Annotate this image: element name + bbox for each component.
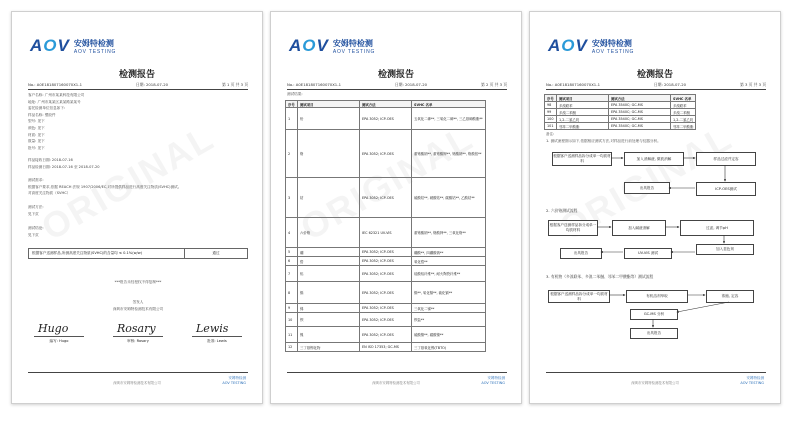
cell-method: EPA 3052; ICP-OES <box>360 257 412 266</box>
flow2-step4: 加入显色剂 <box>696 244 754 255</box>
logo-cn: 安姆特检测 <box>73 38 114 48</box>
cell-method: EPA 3052; ICP-OES <box>360 248 412 257</box>
report-number: No.: A0E181807160070X1-1 <box>546 82 600 87</box>
footer-divider <box>546 372 766 373</box>
page-number: 第 3 页 共 3 页 <box>739 82 766 87</box>
page-number: 第 1 页 共 3 页 <box>221 82 248 87</box>
flow3-step2: 有机溶剂萃取 <box>626 290 688 303</box>
table-row <box>286 130 486 178</box>
cell-method: EPA 3052; ICP-OES <box>360 282 412 304</box>
cell-no: 4 <box>286 218 298 248</box>
cell-list: 多溴二苯醚 <box>671 109 696 116</box>
report-page-1 <box>11 11 263 404</box>
cell-list: 重铬酸钠**, 重铬酸钾**, 铬酸钠**, 铬酸铵** <box>412 130 486 178</box>
cell-method: EPA 3052; ICP-OES <box>360 304 412 313</box>
cell-list: 硫酸钴**, 硝酸钴**, 碳酸钴**, 乙酸钴** <box>412 178 486 218</box>
results-heading: 测试结果: <box>287 92 303 96</box>
cell-list: 三氧化二锑** <box>412 304 486 313</box>
report-number: No.: A0E181807160070X1-1 <box>287 82 341 87</box>
report-date: 日期: 2018-07-20 <box>135 82 169 87</box>
divider <box>287 89 507 90</box>
flow1-step1: 根据客户送测样品拆分成单一均质材料 <box>552 152 612 166</box>
cell-no: 98 <box>545 102 557 109</box>
footer-divider <box>28 372 248 373</box>
cell-list: 多溴联苯 <box>671 102 696 109</box>
cell-no: 8 <box>286 282 298 304</box>
cell-no: 10 <box>286 313 298 327</box>
cell-list: 1,2-二氯乙烷 <box>671 116 696 123</box>
results-table <box>285 100 486 352</box>
flow2-step3: 过滤, 调节pH <box>680 220 754 236</box>
cell-item: 镉 <box>298 282 360 304</box>
cell-method: EPA 3052; ICP-OES <box>360 108 412 130</box>
notes: 备注: 1. 测试流程图示如下,依据相应测试方法,对样品进行前处理与仪器分析。 <box>546 132 661 143</box>
footer-company: 深圳市安姆特检测技术有限公司 <box>631 381 679 385</box>
cell-list: 硫酸镍**, 碳酸镍** <box>412 327 486 343</box>
cell-no: 101 <box>545 123 557 130</box>
date-info: 样品接收日期: 2018-07-16 样品检测日期: 2018-07-16 至 2018-07-20 <box>28 158 100 169</box>
flow3-step5: 出具报告 <box>630 328 678 339</box>
cell-method: EPA 3540C; GC-MS <box>609 116 671 123</box>
result-item: 根据客户送测样品,所测高度关注物质(SVHC)的含量均 ≤ 0.1%(w/w) <box>29 249 185 258</box>
report-number: No.: A0E181807160070X1-1 <box>28 82 82 87</box>
report-meta <box>287 82 507 88</box>
flow2-step2: 加入碱液消解 <box>612 220 666 236</box>
cell-list: 氧化锆** <box>412 257 486 266</box>
table-row <box>286 257 486 266</box>
logo-mark: AOV <box>30 36 70 55</box>
cell-no: 99 <box>545 109 557 116</box>
aov-logo: AOV 安姆特检测 AOV TESTING <box>548 36 635 55</box>
divider <box>28 89 248 90</box>
page-title: 检测报告 <box>377 70 414 80</box>
signature-prepared: Hugo 编写: Hugo <box>28 322 90 348</box>
cell-no: 1 <box>286 108 298 130</box>
cell-method: EPA 3052; ICP-OES <box>360 313 412 327</box>
test-request: 测试需求: 根据客户要求,依据 REACH 法规 1907/2006/EC,对所提供样品进行高度关注物质(SVHC)测试。 对高度关注物质（SVHC） <box>28 178 182 196</box>
cell-item: 钴 <box>298 178 360 218</box>
cell-method: EPA 3052; ICP-OES <box>360 130 412 178</box>
page-title: 检测报告 <box>118 70 155 80</box>
cell-no: 11 <box>286 327 298 343</box>
end-note: ***报告未经授权不得复制*** <box>114 280 162 284</box>
flow1-step3: 样品过滤并定容 <box>696 152 756 166</box>
cell-method: EPA 3052; ICP-OES <box>360 266 412 282</box>
cell-item: 铝 <box>298 266 360 282</box>
report-page-3 <box>529 11 781 404</box>
cell-item: 六价铬 <box>298 218 360 248</box>
page-title: 检测报告 <box>636 70 673 80</box>
flow3-step4: GC-MS 分析 <box>630 309 678 320</box>
flow2-step5: UV-VIS 测试 <box>624 248 672 259</box>
cell-list: 重铬酸钠**, 铬酸钾**, 三氧化铬** <box>412 218 486 248</box>
cell-item: 多溴二苯醚 <box>557 109 609 116</box>
flow1-step4: ICP-OES测试 <box>696 182 756 196</box>
table-header: 序号 测试项目 测试方法 SVHC 名单 <box>286 101 486 108</box>
section-2-heading: 2. 六价铬测试流程 <box>546 208 578 213</box>
table-row <box>286 313 486 327</box>
cell-item: 铬 <box>298 130 360 178</box>
result-verdict: 通过 <box>212 251 220 255</box>
cell-no: 6 <box>286 257 298 266</box>
flow2-step1: 根据客户送测样品拆分成单一均质材料 <box>548 220 598 236</box>
result-table <box>28 248 248 259</box>
flow3-step3: 浓缩, 定容 <box>706 290 754 303</box>
flow1-step5: 出具报告 <box>624 182 670 194</box>
table-row <box>286 282 486 304</box>
cell-method: EPA 3540C; GC-MS <box>609 109 671 116</box>
signature-reviewed: Rosary 审核: Rosary <box>107 322 169 348</box>
cell-list: 邻苯二甲酸酯 <box>671 123 696 130</box>
table-row <box>286 218 486 248</box>
cell-list: 硅酸铝纤维**, 耐火陶瓷纤维** <box>412 266 486 282</box>
footer-company: 深圳市安姆特检测技术有限公司 <box>113 381 161 385</box>
cell-no: 12 <box>286 343 298 352</box>
section-3-heading: 3. 有机物（多溴联苯、多溴二苯醚、邻苯二甲酸酯等）测试流程 <box>546 274 654 279</box>
footer-logo: 安姆特检测 AOV TESTING <box>740 376 764 385</box>
cell-no: 3 <box>286 178 298 218</box>
cell-item: 锑 <box>298 304 360 313</box>
cell-no: 9 <box>286 304 298 313</box>
report-meta <box>28 82 248 88</box>
table-row <box>286 108 486 130</box>
report-page-2 <box>270 11 522 404</box>
issuer: 签发人 深圳市安姆特检测技术有限公司 <box>112 300 164 311</box>
cell-list: 镉**, 氧化镉**, 硫化镉** <box>412 282 486 304</box>
cell-no: 5 <box>286 248 298 257</box>
cell-no: 7 <box>286 266 298 282</box>
flow3-step1: 根据客户送测样品拆分成单一均质材料 <box>548 290 610 303</box>
table-row <box>286 343 486 352</box>
cell-method: EPA 3052; ICP-OES <box>360 327 412 343</box>
table-row <box>286 304 486 313</box>
table-header: 序号 测试项目 测试方法 SVHC 名单 <box>545 95 696 102</box>
signature-row <box>28 322 248 348</box>
cell-item: 1,2-二氯乙烷 <box>557 116 609 123</box>
cell-method: EN ISO 17353; GC-MS <box>360 343 412 352</box>
cell-list: 五氧化二砷**, 三氧化二砷**, 三乙基砷酸酯** <box>412 108 486 130</box>
cell-item: 多溴联苯 <box>557 102 609 109</box>
report-date: 日期: 2018-07-20 <box>394 82 428 87</box>
signature-approved: Lewis 批准: Lewis <box>186 322 248 348</box>
cell-item: 三丁基锡化物 <box>298 343 360 352</box>
table-row <box>286 266 486 282</box>
flow2-step6: 出具报告 <box>560 248 602 259</box>
flow-arrows <box>530 12 780 403</box>
cell-item: 镍 <box>298 327 360 343</box>
table-row <box>286 327 486 343</box>
client-info: 客户名称: 广州市某某科技有限公司 地址: 广州市某某区某某路某某号 委托检测单位信息如下: 样品名称: 塑胶件 型号: 见下 颜色: 见下 材质: 见下 数量: 见下 批号: 见下 <box>28 93 85 150</box>
cell-item: 钡 <box>298 313 360 327</box>
cell-method: EPA 3540C; GC-MS <box>609 123 671 130</box>
table-row <box>286 178 486 218</box>
cell-item: 铅 <box>298 108 360 130</box>
report-date: 日期: 2018-07-20 <box>653 82 687 87</box>
cell-list: 钡盐** <box>412 313 486 327</box>
cell-item: 锆 <box>298 257 360 266</box>
cell-list: 硼酸**, 四硼酸钠** <box>412 248 486 257</box>
aov-logo: AOV 安姆特检测 AOV TESTING <box>289 36 376 55</box>
test-method: 测试方法: 见下页 <box>28 205 44 216</box>
aov-logo <box>30 36 116 56</box>
test-conclusion: 测试结论: 见下页 <box>28 226 44 237</box>
table-row <box>286 248 486 257</box>
footer-divider <box>287 372 507 373</box>
cell-list: 三丁基氧化锡(TBTO) <box>412 343 486 352</box>
footer-logo: 安姆特检测 AOV TESTING <box>481 376 505 385</box>
footer-logo: 安姆特检测 AOV TESTING <box>222 376 246 385</box>
logo-en: AOV TESTING <box>73 48 117 55</box>
cell-no: 100 <box>545 116 557 123</box>
cell-item: 硼 <box>298 248 360 257</box>
page-number: 第 2 页 共 3 页 <box>480 82 507 87</box>
footer-company: 深圳市安姆特检测技术有限公司 <box>372 381 420 385</box>
cell-item: 邻苯二甲酸酯 <box>557 123 609 130</box>
flow1-step2: 加入消解液, 微波消解 <box>624 152 684 166</box>
cell-method: IEC 62321 UV-VIS <box>360 218 412 248</box>
cell-no: 2 <box>286 130 298 178</box>
cell-method: EPA 3052; ICP-OES <box>360 178 412 218</box>
cell-method: EPA 3540C; GC-MS <box>609 102 671 109</box>
